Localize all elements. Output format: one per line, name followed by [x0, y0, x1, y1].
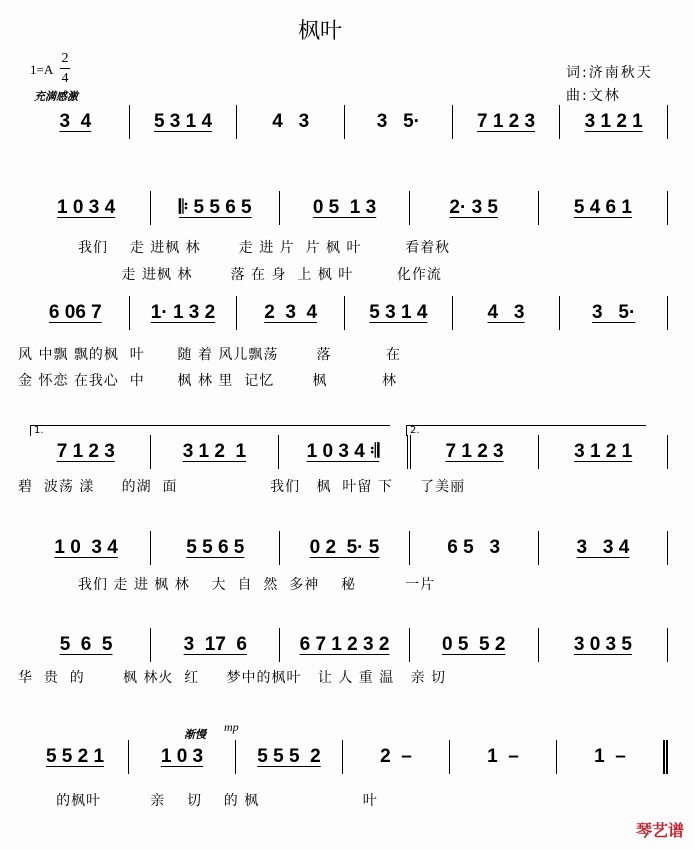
- notes: 3 0 3 5: [573, 634, 632, 655]
- notes: 7 1 2 3: [445, 441, 504, 462]
- measure: [345, 296, 453, 330]
- measure: [343, 740, 450, 774]
- notes: 3 4: [59, 111, 92, 132]
- time-signature: [60, 50, 70, 87]
- measure: [22, 191, 151, 225]
- notes: 1 –: [487, 746, 519, 767]
- measure: [151, 531, 280, 565]
- measure: [22, 296, 130, 330]
- notes: 5 6 5: [59, 634, 113, 655]
- measure: [280, 191, 409, 225]
- measure: [560, 105, 668, 139]
- notes: 5 5 2 1: [45, 746, 105, 767]
- measure: [237, 296, 345, 330]
- lyrics-line: 走 进枫 林 落 在 身 上 枫 叶 化作流: [18, 267, 442, 283]
- song-title: 枫叶: [297, 19, 342, 44]
- measure: [539, 531, 668, 565]
- volta-1: 1.: [30, 425, 390, 436]
- notes: 6 5 3: [447, 537, 501, 558]
- measure: [557, 740, 668, 774]
- lyricist: 词:济南秋天: [566, 65, 653, 81]
- measure: [22, 628, 151, 662]
- notes: 0 5 5 2: [442, 634, 506, 655]
- lyrics-line: 我们 走 进 枫 林 大 自 然 多神 秘 一片: [18, 577, 436, 593]
- measure: [280, 531, 409, 565]
- notes: 5 3 1 4: [369, 302, 428, 323]
- measure: [151, 435, 280, 469]
- volta-2: 2.: [406, 425, 646, 436]
- notes: 3 17 6: [183, 634, 247, 655]
- measure: [22, 531, 151, 565]
- notes: 3 5·: [592, 302, 636, 323]
- notes: 6 7 1 2 3 2: [299, 634, 390, 655]
- measure: [237, 105, 345, 139]
- measure: [450, 740, 557, 774]
- notes: 7 1 2 3: [56, 441, 115, 462]
- lyrics-line: 的枫叶 亲 切 的 枫 叶: [18, 793, 378, 809]
- notes: 2 3 4: [264, 302, 318, 323]
- notes: 3 5·: [376, 111, 420, 132]
- measure: [539, 191, 668, 225]
- notes: 5 4 6 1: [573, 197, 632, 218]
- staff-line-2: [22, 191, 668, 225]
- measure: [280, 628, 409, 662]
- measure: [560, 296, 668, 330]
- measure: [22, 740, 129, 774]
- measure: [453, 296, 561, 330]
- lyrics-line: 金 怀恋 在我心 中 枫 林 里 记忆 枫 林: [18, 373, 397, 389]
- lyrics-line: 华 贵 的 枫 林火 红 梦中的枫叶 让 人 重 温 亲 切: [18, 670, 447, 686]
- key-signature: 1=A: [30, 62, 54, 77]
- lyrics-line: 风 中飘 飘的枫 叶 随 着 风儿飘荡 落 在: [18, 347, 402, 363]
- notes: 𝄆 5 5 6 5: [178, 197, 252, 218]
- measure: [410, 191, 539, 225]
- logo: 琴艺谱: [635, 821, 684, 840]
- measure: [22, 435, 151, 469]
- notes: 4 3: [272, 111, 310, 132]
- expression-mark: 充满感激: [34, 90, 78, 103]
- notes: 5 5 5 2: [257, 746, 321, 767]
- notes: 5 3 1 4: [153, 111, 213, 132]
- dynamic-mark: mp: [224, 720, 239, 734]
- notes: 2 –: [380, 746, 412, 767]
- staff-line-4: [22, 435, 668, 469]
- time-bottom: 4: [61, 71, 69, 86]
- measure: [345, 105, 453, 139]
- notes: 1 0 3 4: [57, 197, 116, 218]
- measure: [130, 296, 238, 330]
- notes: 0 5 1 3: [312, 197, 377, 218]
- notes: 6 06 7: [48, 302, 102, 323]
- measure: [539, 628, 668, 662]
- notes: 2· 3 5: [449, 197, 498, 218]
- staff-line-7: [22, 740, 668, 774]
- notes: 5 5 6 5: [186, 537, 245, 558]
- notes: 3 3 4: [576, 537, 630, 558]
- measure: [411, 435, 540, 469]
- notes: 3 1 2 1: [584, 111, 643, 132]
- notes: 1 0 3 4 𝄇: [306, 441, 380, 462]
- staff-line-3: [22, 296, 668, 330]
- notes: 3 1 2 1: [182, 441, 247, 462]
- tempo-mark: 渐慢: [184, 728, 206, 741]
- notes: 7 1 2 3: [476, 111, 536, 132]
- measure: [410, 531, 539, 565]
- notes: 1 –: [594, 746, 626, 767]
- measure: [410, 628, 539, 662]
- lyrics-line: 碧 波荡 漾 的湖 面 我们 枫 叶留 下 了美丽: [18, 479, 466, 495]
- notes: 4 3: [487, 302, 525, 323]
- staff-line-6: [22, 628, 668, 662]
- notes: 1 0 3: [160, 746, 204, 767]
- measure: [130, 105, 238, 139]
- staff-line-5: [22, 531, 668, 565]
- measure: [129, 740, 236, 774]
- notes: 0 2 5· 5: [309, 537, 380, 558]
- measure: [453, 105, 561, 139]
- notes: 3 1 2 1: [574, 441, 633, 462]
- staff-line-1: [22, 105, 668, 139]
- measure: [279, 435, 411, 469]
- measure: [151, 191, 280, 225]
- measure: [236, 740, 343, 774]
- lyrics-line: 我们 走 进枫 林 走 进 片 片 枫 叶 看着秋: [18, 240, 451, 256]
- measure: [22, 105, 130, 139]
- measure: [539, 435, 668, 469]
- notes: 1 0 3 4: [54, 537, 118, 558]
- time-top: 2: [61, 51, 69, 66]
- measure: [151, 628, 280, 662]
- composer: 曲:文林: [566, 88, 621, 104]
- notes: 1· 1 3 2: [150, 302, 216, 323]
